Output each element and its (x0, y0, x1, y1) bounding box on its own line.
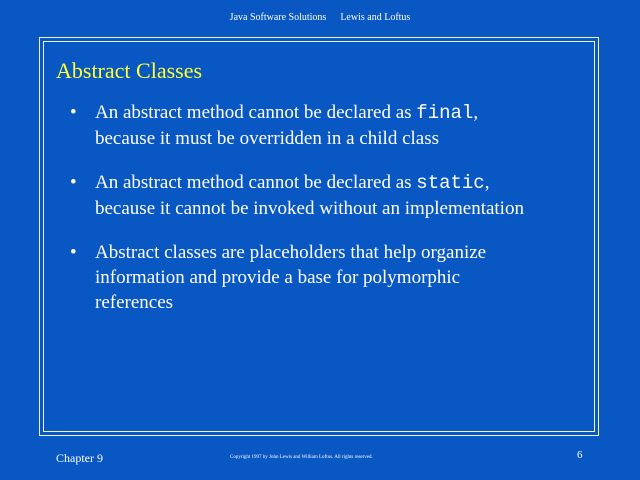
bullet-item-static (70, 170, 600, 221)
chapter-label: Chapter 9 (56, 451, 103, 465)
bullet-list (70, 100, 600, 334)
copyright-notice: Copyright 1997 by John Lewis and William Loftus. All rights reserved. (230, 455, 373, 460)
bullet-punct: , (473, 102, 479, 123)
bullet-text-continuation: information and provide a base for polymorphic (95, 267, 461, 288)
bullet-text: An abstract method cannot be declared as (95, 102, 417, 123)
bullet-text-continuation: because it cannot be invoked without an implementation (95, 198, 524, 219)
bullet-text-continuation: because it must be overridden in a child class (95, 128, 440, 149)
keyword-final: final (416, 102, 474, 124)
bullet-text-continuation: references (95, 292, 174, 313)
bullet-text: Abstract classes are placeholders that help organize (95, 242, 487, 263)
bullet-item-placeholders (70, 240, 600, 315)
bullet-icon: • (70, 172, 77, 193)
bullet-item-final (70, 100, 600, 151)
book-title: Java Software Solutions (229, 12, 327, 23)
slide-title: Abstract Classes (56, 58, 203, 83)
slide-header (0, 12, 640, 23)
keyword-static: static (416, 172, 485, 194)
authors: Lewis and Loftus (340, 12, 411, 23)
bullet-punct: , (484, 172, 490, 193)
page-number: 6 (577, 449, 583, 461)
bullet-icon: • (70, 102, 77, 123)
bullet-text: An abstract method cannot be declared as (95, 172, 417, 193)
bullet-icon: • (70, 242, 77, 263)
